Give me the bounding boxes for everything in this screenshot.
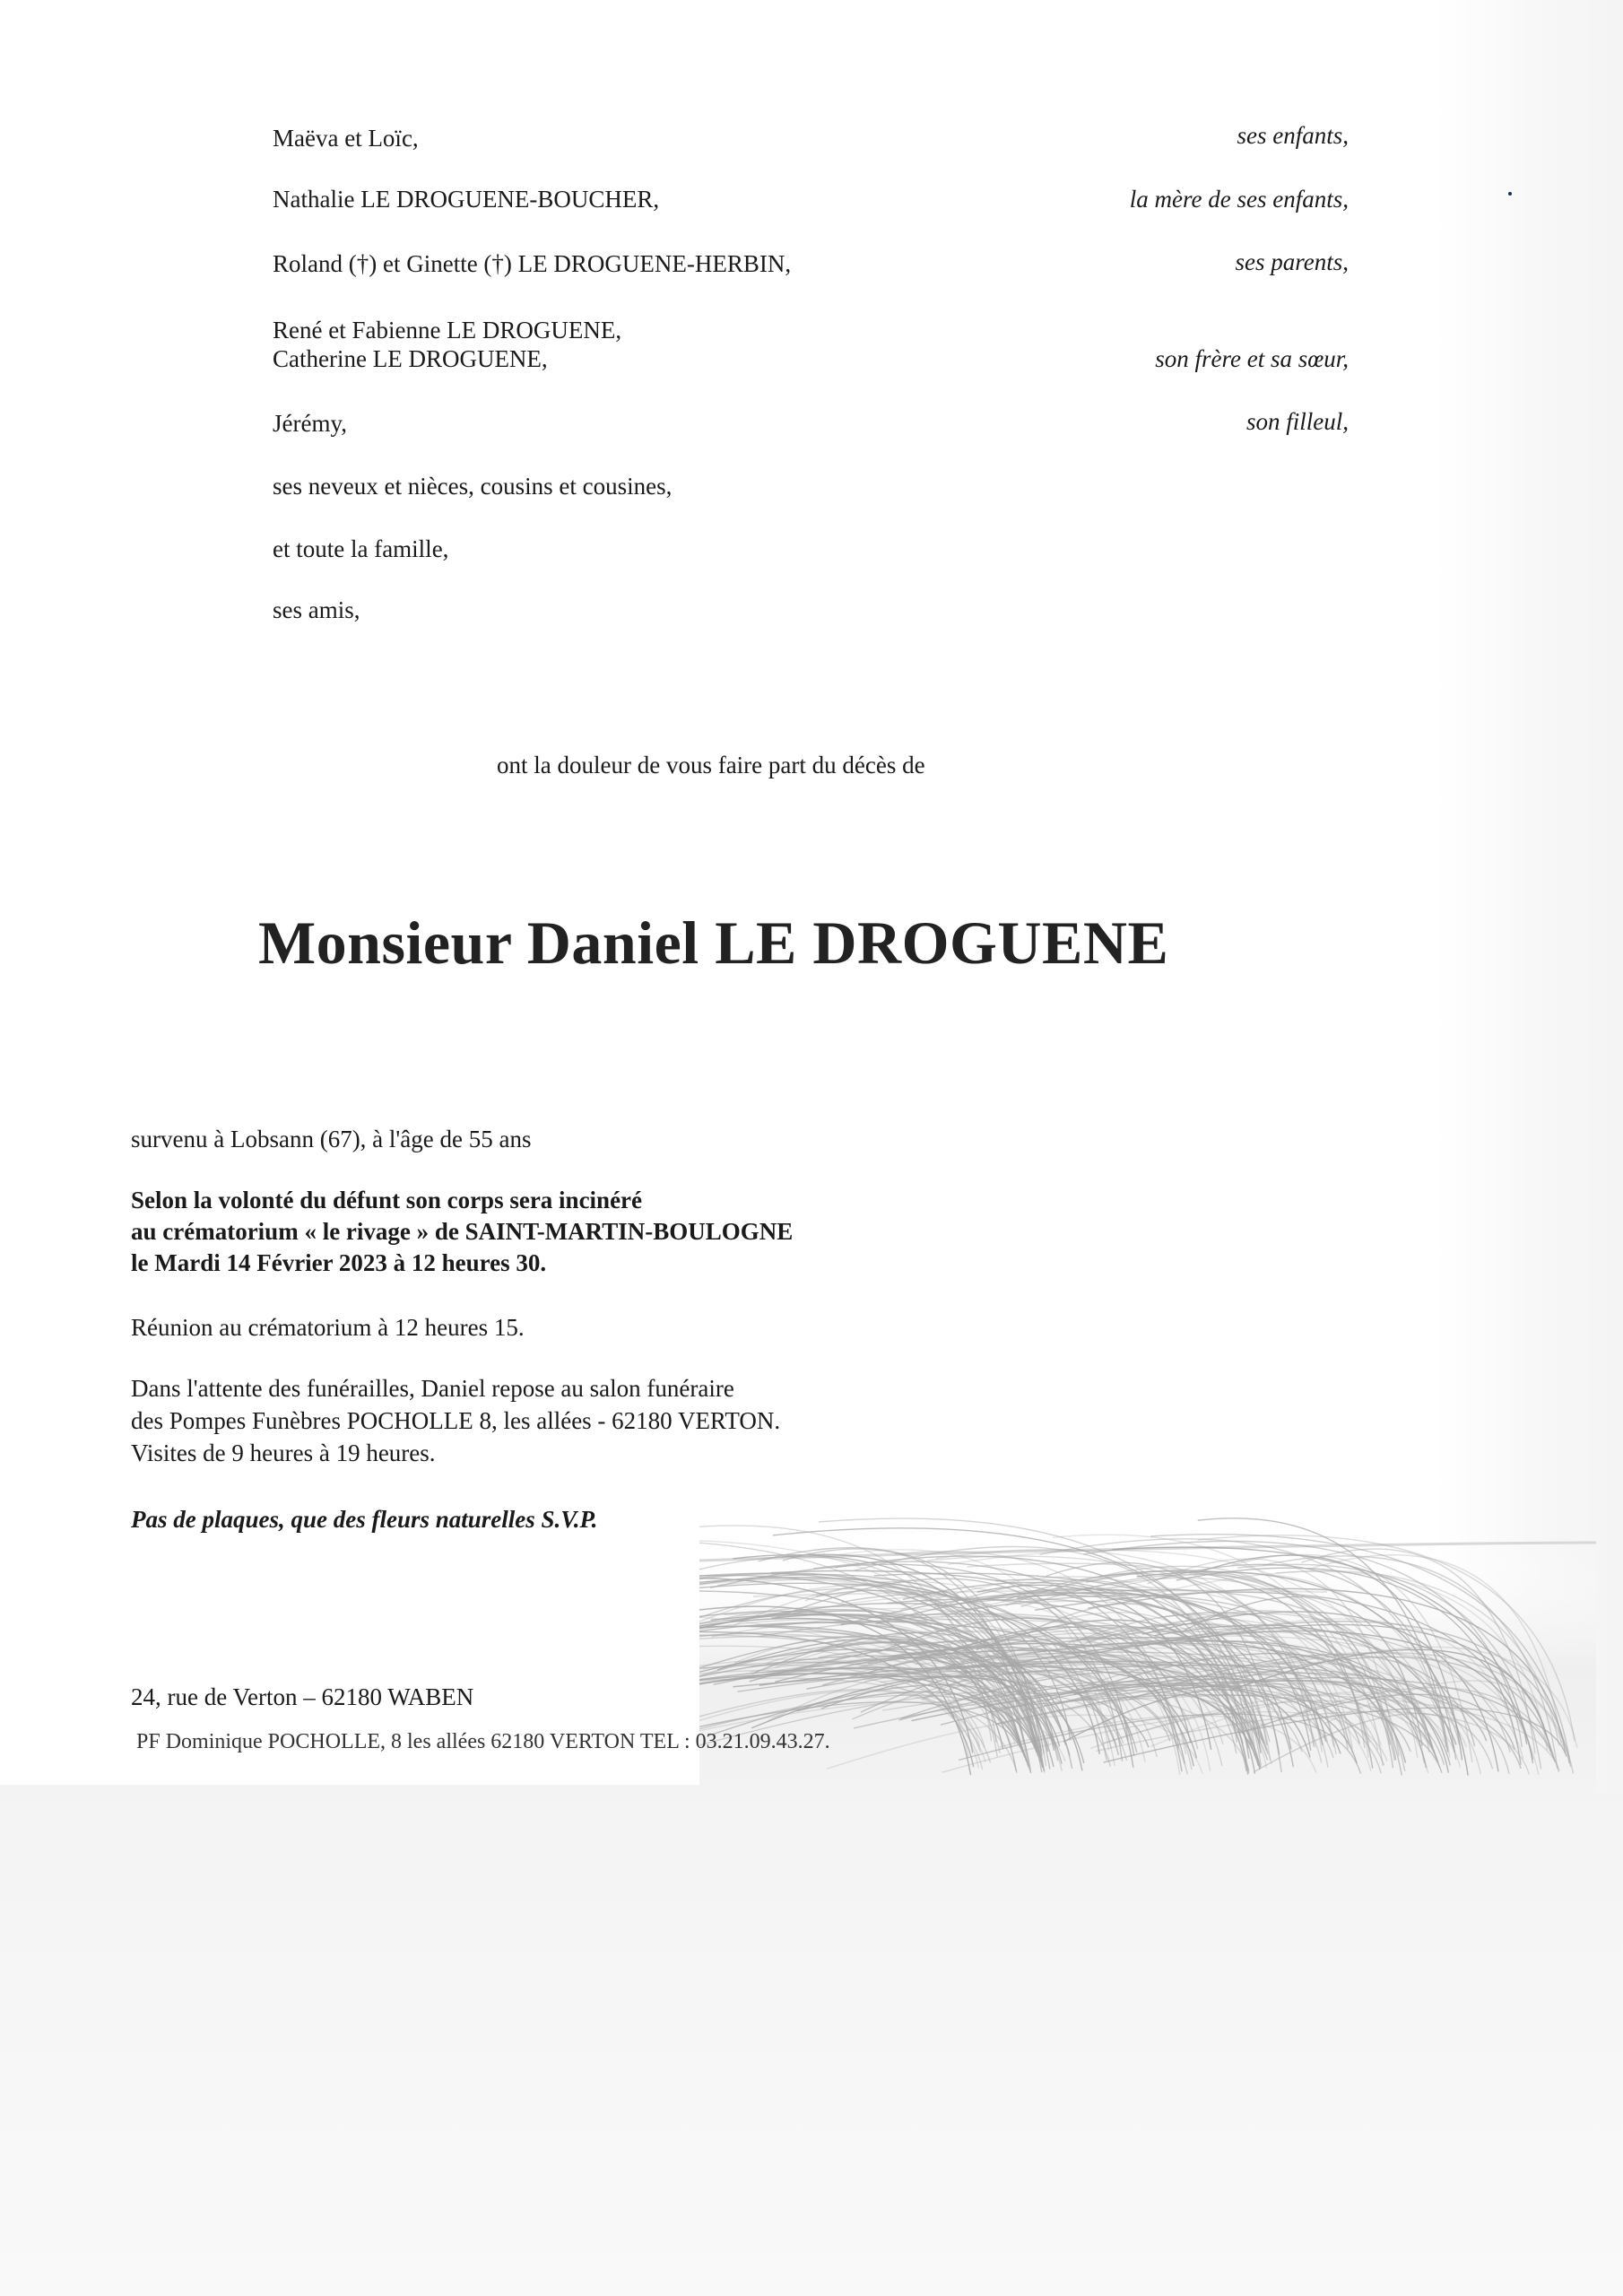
relative-role: son filleul, (1246, 408, 1349, 435)
relative-name: Catherine LE DROGUENE, (273, 345, 548, 372)
relative-name: ses neveux et nièces, cousins et cousines, (273, 473, 673, 500)
ceremony-line: le Mardi 14 Février 2023 à 12 heures 30. (131, 1249, 547, 1276)
relative-name: Maëva et Loïc, (273, 125, 419, 152)
death-details: survenu à Lobsann (67), à l'âge de 55 ans (131, 1126, 532, 1152)
relative-name: Roland (†) et Ginette (†) LE DROGUENE-HERBIN, (273, 250, 792, 277)
ceremony-line: Selon la volonté du défunt son corps sera incinéré (131, 1187, 643, 1213)
relative-role: ses enfants, (1237, 122, 1349, 149)
rest-line: Visites de 9 heures à 19 heures. (131, 1439, 436, 1466)
relative-role: son frère et sa sœur, (1155, 345, 1349, 372)
relative-name: et toute la famille, (273, 535, 449, 562)
relative-role: la mère de ses enfants, (1129, 186, 1349, 213)
relative-name: ses amis, (273, 596, 360, 623)
rest-line: Dans l'attente des funérailles, Daniel repose au salon funéraire (131, 1375, 734, 1402)
scan-background-bottom (0, 1785, 1623, 2296)
relative-name: René et Fabienne LE DROGUENE, (273, 317, 622, 344)
rest-line: des Pompes Funèbres POCHOLLE 8, les allées - 62180 VERTON. (131, 1407, 781, 1434)
relative-name: Nathalie LE DROGUENE-BOUCHER, (273, 186, 660, 213)
flowers-note: Pas de plaques, que des fleurs naturelles S.V.P. (131, 1506, 598, 1533)
funeral-home-footer: PF Dominique POCHOLLE, 8 les allées 62180 VERTON TEL : 03.21.09.43.27. (136, 1730, 830, 1753)
relative-name: Jérémy, (273, 410, 347, 437)
ceremony-line: au crématorium « le rivage » de SAINT-MARTIN-BOULOGNE (131, 1218, 794, 1245)
meeting-details: Réunion au crématorium à 12 heures 15. (131, 1314, 525, 1341)
relative-role: ses parents, (1235, 248, 1349, 275)
announcement-intro: ont la douleur de vous faire part du décès de (497, 752, 925, 778)
beach-grass-illustration (699, 1292, 1596, 1794)
scan-speck (1508, 192, 1512, 196)
family-address: 24, rue de Verton – 62180 WABEN (131, 1683, 474, 1710)
deceased-name: Monsieur Daniel LE DROGUENE (258, 909, 1169, 977)
